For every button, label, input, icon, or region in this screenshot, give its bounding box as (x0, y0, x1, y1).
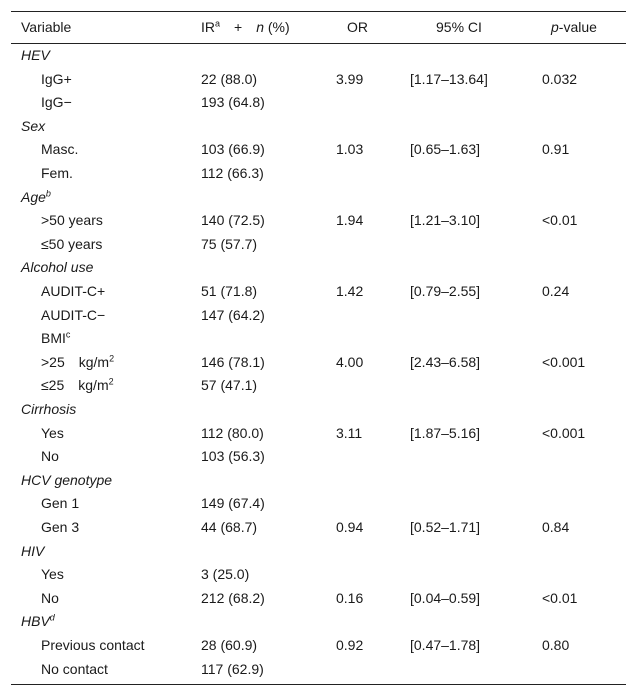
section-row (11, 186, 626, 208)
table-row (11, 280, 626, 302)
table-row (11, 209, 626, 231)
ir-value: 103 (66.9) (201, 141, 265, 158)
table-row (11, 422, 626, 444)
or-value: 3.99 (336, 70, 364, 87)
section-label: HEV (21, 47, 50, 63)
variable-label: No (41, 448, 59, 465)
section-row (11, 398, 626, 420)
header-variable: Variable (21, 19, 72, 35)
p-value: 0.24 (542, 283, 570, 299)
p-value: 0.032 (542, 70, 578, 87)
section-row (11, 115, 626, 137)
ci-value: [0.65–1.63] (410, 141, 481, 158)
or-value: 1.42 (336, 283, 364, 299)
top-rule (11, 11, 626, 12)
table-row (11, 91, 626, 113)
or-value: 1.94 (336, 212, 364, 229)
variable-label: Masc. (41, 141, 79, 158)
table-row (11, 658, 626, 680)
or-value: 0.94 (336, 519, 364, 535)
variable-label: IgG− (41, 94, 72, 111)
header-or: OR (347, 19, 368, 35)
ir-value: 75 (57.7) (201, 235, 258, 252)
ci-value: [1.87–5.16] (410, 424, 481, 441)
section-label: Age$^b$ (21, 187, 51, 205)
section-row (11, 540, 626, 562)
variable-label: AUDIT-C− (41, 306, 106, 323)
section-row (11, 610, 626, 632)
p-value: <0.001 (542, 424, 586, 441)
section-row (11, 469, 626, 491)
variable-label: >25 $kg/m^2$ (41, 353, 115, 370)
or-value: 3.11 (336, 424, 363, 441)
table-header (11, 16, 626, 38)
variable-label: Yes (41, 566, 64, 583)
ir-value: 147 (64.2) (201, 306, 265, 323)
ci-value: [0.47–1.78] (410, 637, 481, 653)
ir-value: 117 (62.9) (201, 660, 264, 677)
p-value: 0.80 (542, 637, 570, 653)
ir-value: 44 (68.7) (201, 519, 258, 535)
ir-value: 112 (66.3) (201, 165, 264, 181)
table-row (11, 327, 626, 349)
table-row (11, 68, 626, 90)
ci-value: [0.04–0.59] (410, 589, 481, 606)
header-ir-n: $IR^a + n$ (%) (201, 18, 290, 35)
or-value: 0.92 (336, 637, 364, 653)
ir-value: 146 (78.1) (201, 353, 265, 370)
variable-label: No contact (41, 660, 108, 677)
variable-label: >50 years (41, 212, 103, 229)
ir-value: 140 (72.5) (201, 212, 265, 229)
variable-label: ≤50 years (41, 235, 103, 252)
variable-label: ≤25 $kg/m^2$ (41, 376, 114, 394)
table-row (11, 634, 626, 656)
p-value: <0.001 (542, 353, 586, 370)
p-value: 0.91 (542, 141, 570, 158)
ir-value: 57 (47.1) (201, 377, 258, 394)
ci-value: [1.17–13.64] (410, 70, 488, 87)
table-row (11, 233, 626, 255)
variable-label: No (41, 589, 59, 606)
ci-value: [0.79–2.55] (410, 283, 481, 299)
ir-value: 51 (71.8) (201, 283, 258, 299)
header-pvalue: p-value (551, 19, 597, 35)
ir-value: 28 (60.9) (201, 637, 258, 653)
ir-value: 149 (67.4) (201, 495, 265, 512)
variable-label: Fem. (41, 165, 73, 181)
p-value: <0.01 (542, 589, 578, 606)
header-ci: 95% CI (436, 19, 482, 35)
table-row (11, 516, 626, 538)
section-row (11, 256, 626, 278)
table-row (11, 374, 626, 396)
table-row (11, 351, 626, 373)
ci-value: [0.52–1.71] (410, 519, 481, 535)
ir-value: 212 (68.2) (201, 589, 265, 606)
p-value: 0.84 (542, 519, 570, 535)
section-label: Cirrhosis (21, 401, 77, 417)
section-row (11, 44, 626, 66)
section-label: HIV (21, 542, 45, 559)
table-row (11, 138, 626, 160)
variable-label: IgG+ (41, 70, 72, 87)
section-label: Sex (21, 117, 46, 134)
ci-value: [2.43–6.58] (410, 353, 481, 370)
or-value: 4.00 (336, 353, 364, 370)
section-label: Alcohol use (21, 259, 94, 276)
ir-value: 22 (88.0) (201, 70, 258, 87)
table-row (11, 492, 626, 514)
variable-label: BMI$^c$ (41, 329, 71, 347)
table-row (11, 162, 626, 184)
variable-label: AUDIT-C+ (41, 283, 106, 299)
section-label: HCV genotype (21, 471, 113, 488)
variable-label: Yes (41, 424, 64, 441)
ir-value: 193 (64.8) (201, 94, 265, 111)
ir-value: 3 (25.0) (201, 566, 250, 583)
ci-value: [1.21–3.10] (410, 212, 481, 229)
bottom-rule (11, 684, 626, 685)
ir-value: 112 (80.0) (201, 424, 264, 441)
variable-label: Gen 1 (41, 495, 80, 512)
or-value: 0.16 (336, 589, 364, 606)
or-value: 1.03 (336, 141, 364, 158)
table-row (11, 304, 626, 326)
table-row (11, 563, 626, 585)
section-label: HBV$^d$ (21, 612, 55, 630)
variable-label: Gen 3 (41, 519, 80, 535)
variable-label: Previous contact (41, 637, 145, 653)
table-row (11, 587, 626, 609)
ir-value: 103 (56.3) (201, 448, 265, 465)
p-value: <0.01 (542, 212, 578, 229)
table-row (11, 445, 626, 467)
